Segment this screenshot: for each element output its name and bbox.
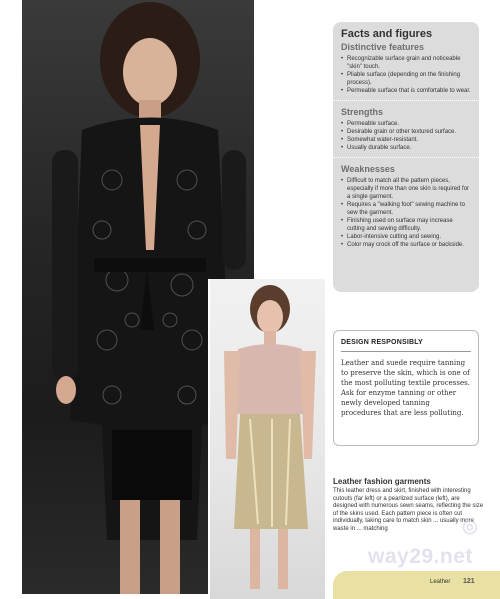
list-item: • Desirable grain or other textured surface. bbox=[341, 128, 471, 136]
strengths-list bbox=[341, 120, 471, 152]
list-item: • Pliable surface (depending on the finishing process). bbox=[341, 71, 471, 87]
list-item: • Recognizable surface grain and noticeable "skin" touch. bbox=[341, 55, 471, 71]
list-item: • Color may crock off the surface or backside. bbox=[341, 241, 471, 249]
facts-title: Facts and figures bbox=[341, 28, 433, 40]
list-item: • Usually durable surface. bbox=[341, 144, 471, 152]
watermark-logo-icon: ◎ bbox=[462, 516, 478, 536]
list-item: • Finishing used on surface may increase cutting and sewing difficulty. bbox=[341, 217, 471, 233]
section-heading-strengths: Strengths bbox=[341, 107, 384, 117]
list-item: • Permeable surface that is comfortable to wear. bbox=[341, 87, 471, 95]
watermark: way29.net bbox=[368, 545, 473, 568]
list-item: • Requires a "walking foot" sewing machine to sew the garment. bbox=[341, 201, 471, 217]
design-responsibly-box bbox=[333, 330, 479, 446]
design-responsibly-title: DESIGN RESPONSIBLY bbox=[341, 339, 423, 346]
features-list bbox=[341, 55, 471, 95]
design-responsibly-text: Leather and suede require tanning to preserve the skin, which is one of the most polluting textile processes. Ask for enzyme tanning or other newly developed tanning procedures that are less polluting. bbox=[341, 359, 470, 417]
list-item: • Somewhat water-resistant. bbox=[341, 136, 471, 144]
page-number: 121 bbox=[463, 578, 475, 585]
section-heading-features: Distinctive features bbox=[341, 42, 425, 52]
weaknesses-list bbox=[341, 177, 471, 249]
facts-and-figures-box bbox=[333, 22, 479, 292]
section-heading-weaknesses: Weaknesses bbox=[341, 164, 395, 174]
list-item: • Difficult to match all the pattern pieces, especially if more than one skin is required for a single garment. bbox=[341, 177, 471, 201]
model-illustration-2 bbox=[210, 279, 325, 599]
caption-text: This leather dress and skirt, finished with interesting cutouts (far left) or a pearlized surface (left), are designed with numerous sewn seams, reflecting the size of the skins used. Each pattern piece is often cut individually, taking care to match skin ... usually more waste in ... matching bbox=[333, 488, 484, 532]
divider bbox=[333, 157, 479, 158]
list-item: • Permeable surface. bbox=[341, 120, 471, 128]
divider bbox=[333, 100, 479, 101]
list-item: • Labor-intensive cutting and sewing. bbox=[341, 233, 471, 241]
caption-title: Leather fashion garments bbox=[333, 477, 431, 486]
pearlized-skirt-photo bbox=[208, 279, 325, 599]
footer-section-label: Leather bbox=[430, 579, 451, 585]
divider bbox=[341, 351, 471, 352]
footer-tab bbox=[333, 571, 500, 599]
